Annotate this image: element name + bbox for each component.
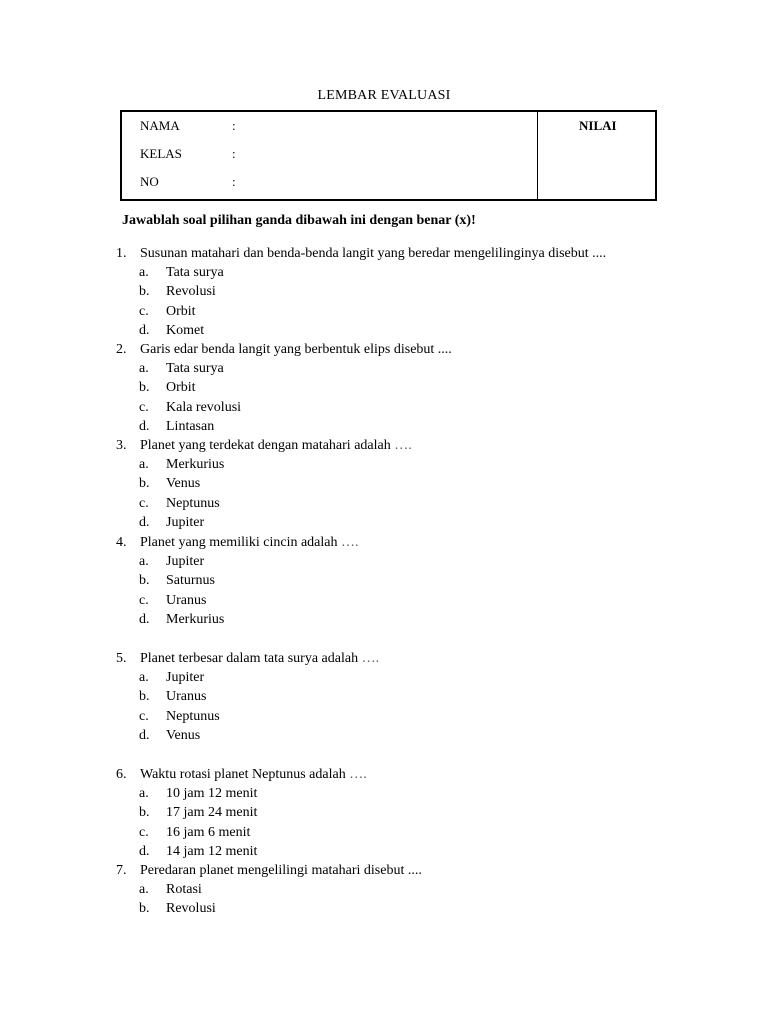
option-text: Orbit — [166, 380, 196, 396]
option-text: Venus — [166, 476, 201, 492]
question-text — [140, 650, 379, 668]
field-label: NO — [140, 174, 159, 189]
option-letter: c. — [139, 708, 149, 724]
option-letter: c. — [139, 824, 149, 840]
option-letter: b. — [139, 284, 150, 300]
question-text-main: Planet yang memiliki cincin adalah — [140, 535, 341, 550]
option-letter: b. — [139, 689, 150, 705]
option-text: Neptunus — [166, 708, 220, 724]
option-text: Jupiter — [166, 514, 205, 530]
option-letter: a. — [139, 670, 149, 685]
option-text: Revolusi — [166, 284, 216, 300]
question-number: 5. — [116, 651, 127, 666]
option-letter: b. — [139, 380, 150, 396]
question-text-main: Waktu rotasi planet Neptunus adalah — [140, 767, 350, 782]
option-letter: c. — [139, 592, 149, 608]
option-text: Tata surya — [166, 361, 224, 376]
question-text — [140, 534, 359, 552]
question-text — [140, 862, 422, 880]
option-text: Rotasi — [166, 882, 202, 897]
option-text: 16 jam 6 menit — [166, 824, 251, 840]
question-text-main: Planet yang terdekat dengan matahari adalah — [140, 438, 395, 453]
question-text — [140, 766, 367, 784]
option-letter: c. — [139, 399, 149, 415]
question-number: 6. — [116, 767, 127, 782]
question-number: 4. — [116, 535, 127, 550]
option-text: Merkurius — [166, 611, 225, 627]
option-letter: c. — [139, 303, 149, 319]
option-text: Orbit — [166, 303, 196, 319]
page-title: LEMBAR EVALUASI — [317, 88, 451, 103]
question-dots: …. — [341, 535, 359, 550]
option-text: Uranus — [166, 592, 207, 608]
student-info-box — [120, 110, 657, 201]
field-label: KELAS — [140, 146, 182, 161]
question-text-main: Susunan matahari dan benda-benda langit yang beredar mengelilinginya disebut .... — [140, 246, 607, 261]
option-text: Komet — [166, 322, 205, 338]
field-colon: : — [232, 146, 236, 161]
field-colon: : — [232, 174, 236, 189]
question-number: 1. — [116, 246, 127, 261]
option-letter: b. — [139, 476, 150, 492]
option-letter: a. — [139, 882, 149, 897]
field-colon: : — [232, 118, 236, 133]
question-number: 2. — [116, 342, 127, 357]
option-text: Neptunus — [166, 495, 220, 511]
option-letter: d. — [139, 322, 150, 338]
question-number: 7. — [116, 863, 127, 878]
option-text: Venus — [166, 727, 201, 743]
question-dots: …. — [394, 438, 412, 453]
question-text-main: Peredaran planet mengelilingi matahari disebut .... — [140, 863, 422, 878]
option-text: 10 jam 12 menit — [166, 786, 258, 801]
question-text — [140, 341, 452, 359]
question-text — [140, 437, 412, 455]
question-dots: …. — [349, 767, 367, 782]
instruction: Jawablah soal pilihan ganda dibawah ini dengan benar (x)! — [122, 213, 476, 228]
field-label: NAMA — [140, 118, 180, 133]
option-letter: b. — [139, 901, 150, 917]
option-letter: c. — [139, 495, 149, 511]
question-text-main: Garis edar benda langit yang berbentuk elips disebut .... — [140, 342, 452, 357]
option-letter: a. — [139, 457, 149, 472]
question-number: 3. — [116, 438, 127, 453]
option-letter: a. — [139, 786, 149, 801]
question-text — [140, 245, 606, 263]
option-text: Lintasan — [166, 418, 215, 434]
option-text: Revolusi — [166, 901, 216, 917]
option-text: Uranus — [166, 689, 207, 705]
option-text: Kala revolusi — [166, 399, 242, 415]
score-label: NILAI — [579, 118, 617, 133]
option-letter: d. — [139, 611, 150, 627]
option-text: 17 jam 24 menit — [166, 805, 258, 821]
option-text: Jupiter — [166, 670, 205, 685]
option-letter: d. — [139, 843, 150, 859]
option-text: Saturnus — [166, 573, 215, 589]
option-text: Tata surya — [166, 265, 224, 280]
option-letter: a. — [139, 361, 149, 376]
question-text-main: Planet terbesar dalam tata surya adalah — [140, 651, 362, 666]
box-divider — [537, 112, 538, 199]
option-letter: b. — [139, 805, 150, 821]
option-letter: b. — [139, 573, 150, 589]
option-text: Jupiter — [166, 554, 205, 569]
option-letter: a. — [139, 554, 149, 569]
option-letter: d. — [139, 418, 150, 434]
question-dots: …. — [361, 651, 380, 666]
option-letter: d. — [139, 514, 150, 530]
option-text: 14 jam 12 menit — [166, 843, 258, 859]
option-letter: a. — [139, 265, 149, 280]
option-text: Merkurius — [166, 457, 225, 472]
option-letter: d. — [139, 727, 150, 743]
